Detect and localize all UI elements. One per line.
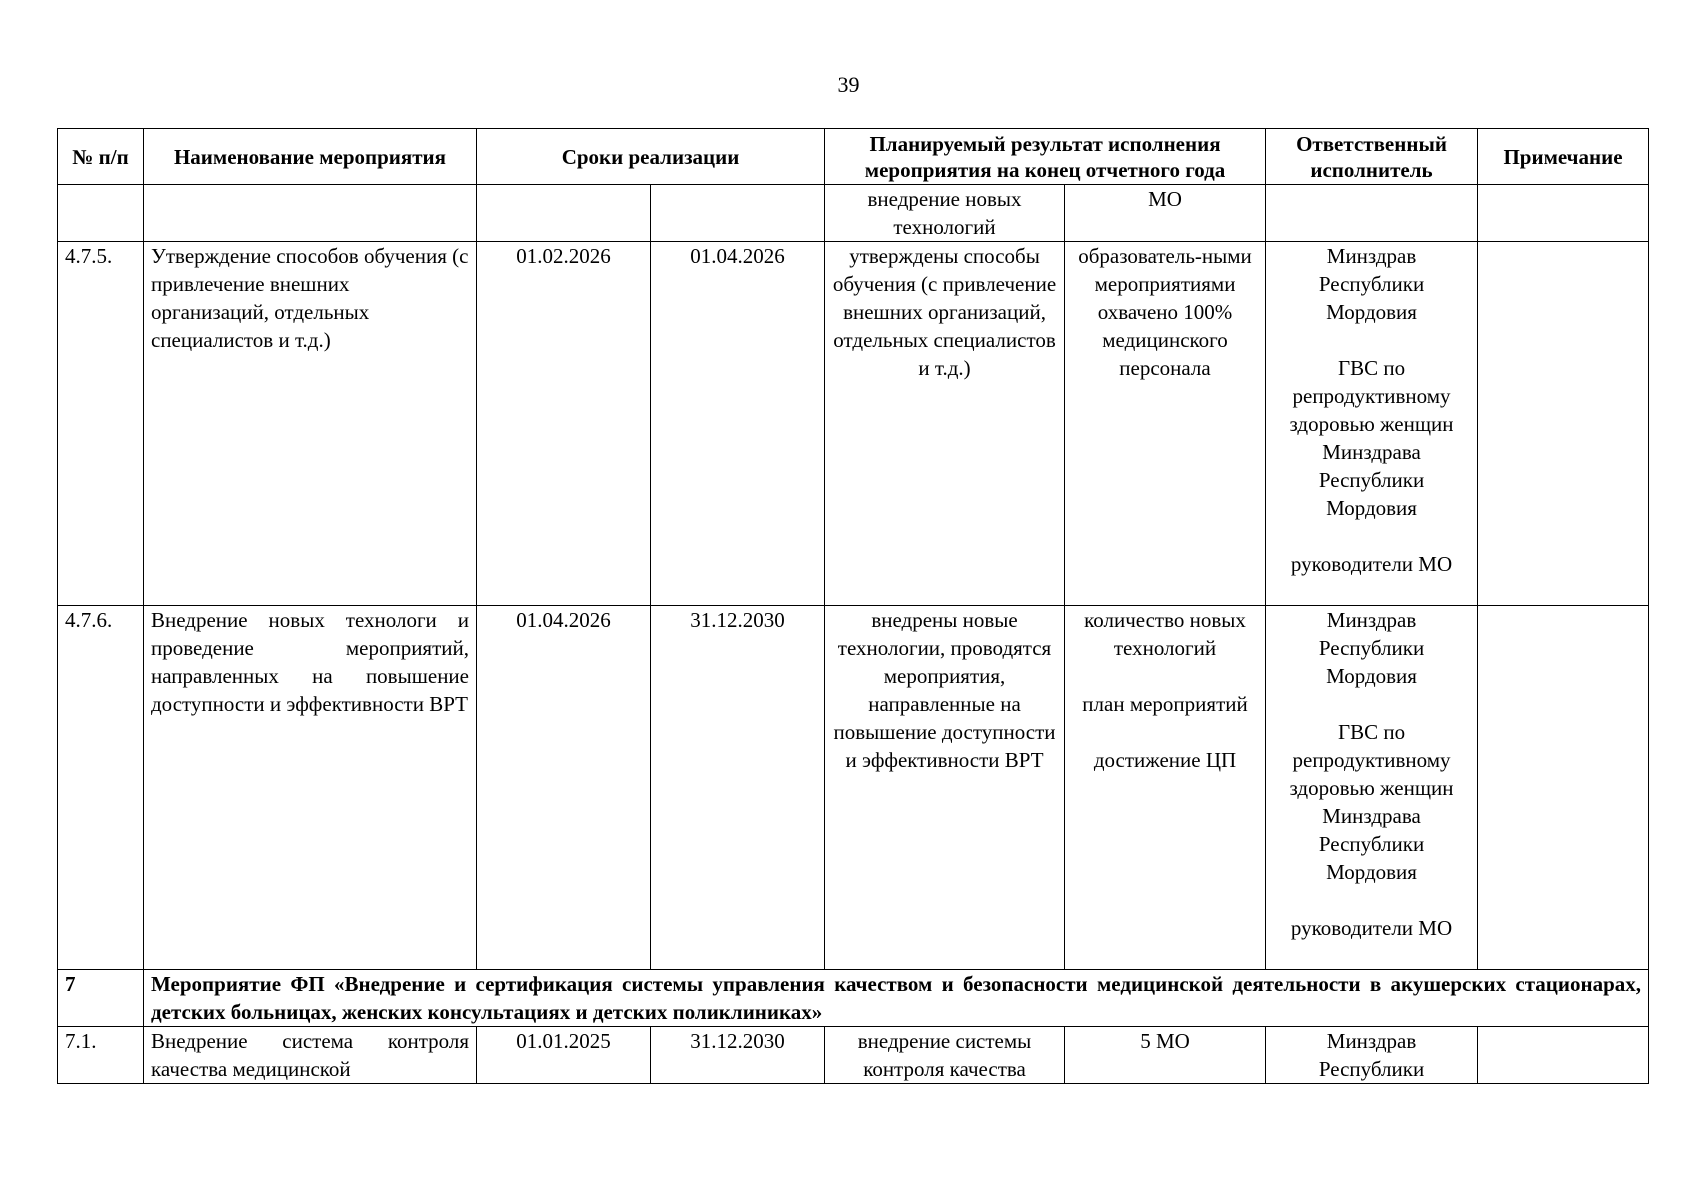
cell-num: [58, 185, 144, 242]
cell-result: утверждены способы обучения (с привлечение внешних организаций, отдельных специалистов и т.д.): [825, 242, 1065, 606]
cell-name: Внедрение система контроля качества медицинской: [144, 1027, 477, 1084]
cell-indicator: образователь-ными мероприятиями охвачено 100% медицинского персонала: [1065, 242, 1266, 606]
cell-note: [1478, 606, 1649, 970]
cell-responsible: Минздрав Республики Мордовия ГВС по репродуктивному здоровью женщин Минздрава Республики Мордовия руководители МО: [1266, 606, 1478, 970]
cell-end: 01.04.2026: [651, 242, 825, 606]
cell-start: [477, 185, 651, 242]
cell-indicator: количество новых технологий план мероприятий достижение ЦП: [1065, 606, 1266, 970]
cell-indicator: МО: [1065, 185, 1266, 242]
cell-responsible: [1266, 185, 1478, 242]
cell-start: 01.02.2026: [477, 242, 651, 606]
cell-result: внедрены новые технологии, проводятся мероприятия, направленные на повышение доступности и эффективности ВРТ: [825, 606, 1065, 970]
table-row: [58, 242, 1649, 606]
cell-name: Внедрение новых технологи и проведение мероприятий, направленных на повышение доступности и эффективности ВРТ: [144, 606, 477, 970]
header-responsible: Ответственный исполнитель: [1266, 129, 1478, 185]
cell-end: 31.12.2030: [651, 606, 825, 970]
cell-note: [1478, 242, 1649, 606]
page-number: 39: [837, 72, 860, 97]
cell-result: внедрение системы контроля качества: [825, 1027, 1065, 1084]
table-row: [58, 185, 1649, 242]
section-row: [58, 970, 1649, 1027]
section-title: Мероприятие ФП «Внедрение и сертификация системы управления качеством и безопасности медицинской деятельности в акушерских стационарах, детских больницах, женских консультациях и детских поликлиниках»: [144, 970, 1649, 1027]
cell-end: 31.12.2030: [651, 1027, 825, 1084]
header-dates: Сроки реализации: [477, 129, 825, 185]
cell-result: внедрение новых технологий: [825, 185, 1065, 242]
cell-indicator: 5 МО: [1065, 1027, 1266, 1084]
cell-end: [651, 185, 825, 242]
table-row: [58, 1027, 1649, 1084]
cell-num: 4.7.5.: [58, 242, 144, 606]
header-note: Примечание: [1478, 129, 1649, 185]
header-row: [58, 129, 1649, 185]
header-result: Планируемый результат исполнения мероприятия на конец отчетного года: [825, 129, 1266, 185]
section-num: 7: [58, 970, 144, 1027]
header-name: Наименование мероприятия: [144, 129, 477, 185]
cell-num: 4.7.6.: [58, 606, 144, 970]
cell-responsible: Минздрав Республики: [1266, 1027, 1478, 1084]
header-num: № п/п: [58, 129, 144, 185]
activities-table: [57, 128, 1649, 1084]
cell-name: Утверждение способов обучения (с привлечение внешних организаций, отдельных специалистов и т.д.): [144, 242, 477, 606]
cell-start: 01.04.2026: [477, 606, 651, 970]
cell-responsible: Минздрав Республики Мордовия ГВС по репродуктивному здоровью женщин Минздрава Республики Мордовия руководители МО: [1266, 242, 1478, 606]
cell-note: [1478, 185, 1649, 242]
cell-start: 01.01.2025: [477, 1027, 651, 1084]
table-row: [58, 606, 1649, 970]
cell-num: 7.1.: [58, 1027, 144, 1084]
cell-note: [1478, 1027, 1649, 1084]
cell-name: [144, 185, 477, 242]
